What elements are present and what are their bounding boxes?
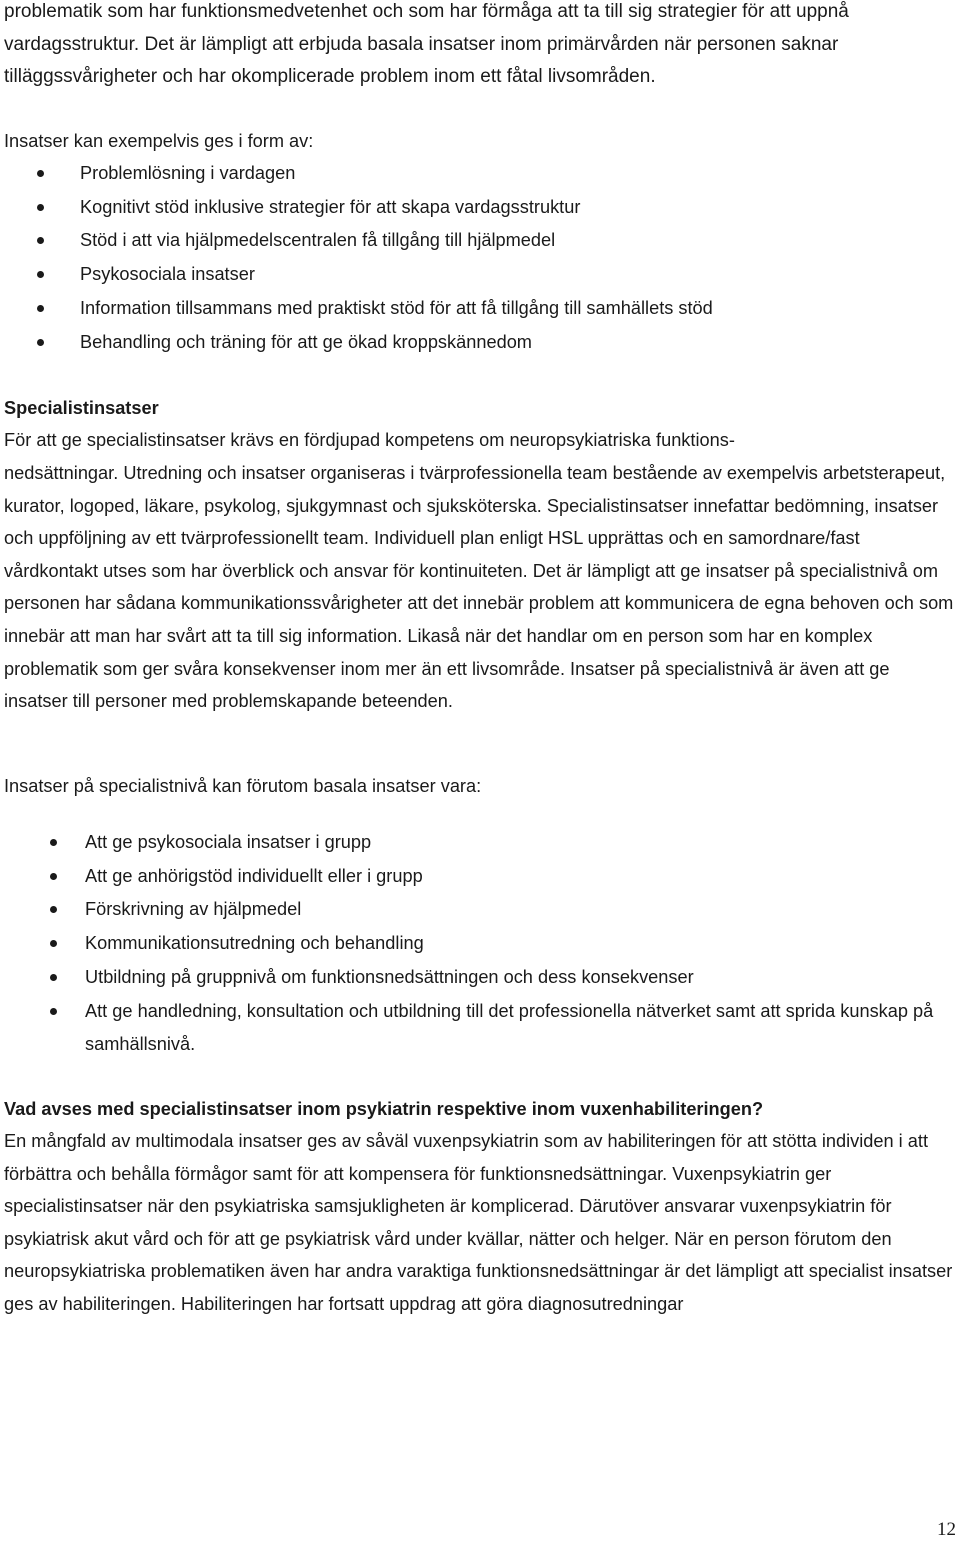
- list-item: [0, 157, 940, 191]
- bullet-icon: [37, 204, 44, 211]
- list-item-text: Psykosociala insatser: [80, 264, 255, 285]
- basic-insatser-list: [0, 157, 940, 359]
- bullet-icon: [50, 839, 57, 846]
- intro-paragraph: problematik som har funktionsmedvetenhet och som har förmåga att ta till sig strategier för att uppnå vardagsstruktur. Det är lämpligt att erbjuda basala insatser inom primärvården när personen saknar tilläggssvårigheter och har okomplicerade problem inom ett fåtal livsområden.: [4, 1, 849, 87]
- list-item-text: Kognitivt stöd inklusive strategier för att skapa vardagsstruktur: [80, 196, 581, 217]
- list-item-text: Stöd i att via hjälpmedelscentralen få tillgång till hjälpmedel: [80, 230, 556, 251]
- psychiatry-paragraph: En mångfald av multimodala insatser ges av såväl vuxenpsykiatrin som av habiliteringen för att stötta individen i att förbättra och behålla förmågor samt för att kompensera för funktionsnedsättningar. Vuxenpsykiatrin ger specialistinsatser när den psykiatriska samsjukligheten är komplicerad. Därutöver ansvarar vuxenpsykiatrin för psykiatrisk akut vård och för att ge psykiatrisk vård under kvällar, nätter och helger. När en person förutom den neuropsykiatriska problematiken även har andra varaktiga funktionsnedsättningar är det lämpligt att specialist insatser ges av habiliteringen. Habiliteringen har fortsatt uppdrag att göra diagnosutredningar: [4, 1131, 953, 1314]
- list-item-text: Att ge psykosociala insatser i grupp: [85, 832, 372, 852]
- bullet-icon: [37, 237, 44, 244]
- list-item: [0, 826, 940, 860]
- list-item: [0, 927, 940, 961]
- specialist-paragraph: nedsättningar. Utredning och insatser organiseras i tvärprofessionella team bestående av exempelvis arbetsterapeut, kurator, logoped, läkare, psykolog, sjukgymnast och sjuksköterska. Specialistinsatser innefattar bedömning, insatser och uppföljning av ett tvärprofessionellt team. Individuell plan enligt HSL upprättas och en samordnare/fast vårdkontakt utses som har överblick och ansvar för kontinuiteten. Det är lämpligt att ge insatser på specialistnivå om personen har sådana kommunikationssvårigheter att det innebär problem att kommunicera de egna behoven och som innebär att man har svårt att ta till sig information. Likaså när det handlar om en person som har en komplex problematik som ger svåra konsekvenser inom mer än ett livsområde. Insatser på specialistnivå är även att ge insatser till personer med problemskapande beteenden.: [4, 463, 954, 712]
- list-item-text: Information tillsammans med praktiskt stöd för att få tillgång till samhällets stöd: [80, 297, 713, 318]
- bullet-icon: [37, 339, 44, 346]
- list-item: [0, 191, 940, 225]
- list-item: [0, 893, 940, 927]
- bullet-icon: [37, 170, 44, 177]
- list-item: [0, 258, 940, 292]
- bullet-icon: [50, 906, 57, 913]
- specialist-list-lead: Insatser på specialistnivå kan förutom basala insatser vara:: [4, 776, 482, 796]
- list-item: [0, 292, 940, 326]
- bullet-icon: [50, 940, 57, 947]
- list-item: [0, 326, 940, 360]
- list-item: [0, 961, 940, 995]
- psychiatry-heading: Vad avses med specialistinsatser inom psykiatrin respektive inom vuxenhabiliteringen?: [4, 1099, 764, 1119]
- bullet-icon: [37, 271, 44, 278]
- bullet-icon: [50, 974, 57, 981]
- list-item-text: Utbildning på gruppnivå om funktionsnedsättningen och dess konsekvenser: [85, 966, 694, 987]
- list-item-text: Kommunikationsutredning och behandling: [85, 933, 424, 954]
- specialist-insatser-list: [0, 826, 940, 1062]
- list-item: [0, 995, 940, 1062]
- list-item-text: Förskrivning av hjälpmedel: [85, 899, 302, 920]
- list-item-text: Problemlösning i vardagen: [80, 163, 296, 183]
- list-item-text: Att ge anhörigstöd individuellt eller i grupp: [85, 865, 423, 886]
- specialist-paragraph-line1: För att ge specialistinsatser krävs en fördjupad kompetens om neuropsykiatriska funktions-: [4, 430, 735, 450]
- basic-insatser-lead: Insatser kan exempelvis ges i form av:: [4, 131, 314, 151]
- list-item: [0, 860, 940, 894]
- list-item-text: Behandling och träning för att ge ökad kroppskännedom: [80, 331, 532, 352]
- list-item-text: Att ge handledning, konsultation och utbildning till det professionella nätverket samt att sprida kunskap på samhällsnivå.: [85, 1000, 934, 1055]
- bullet-icon: [37, 305, 44, 312]
- bullet-icon: [50, 1008, 57, 1015]
- specialist-heading: Specialistinsatser: [4, 398, 159, 418]
- page-number: 12: [937, 1519, 956, 1540]
- list-item: [0, 224, 940, 258]
- bullet-icon: [50, 873, 57, 880]
